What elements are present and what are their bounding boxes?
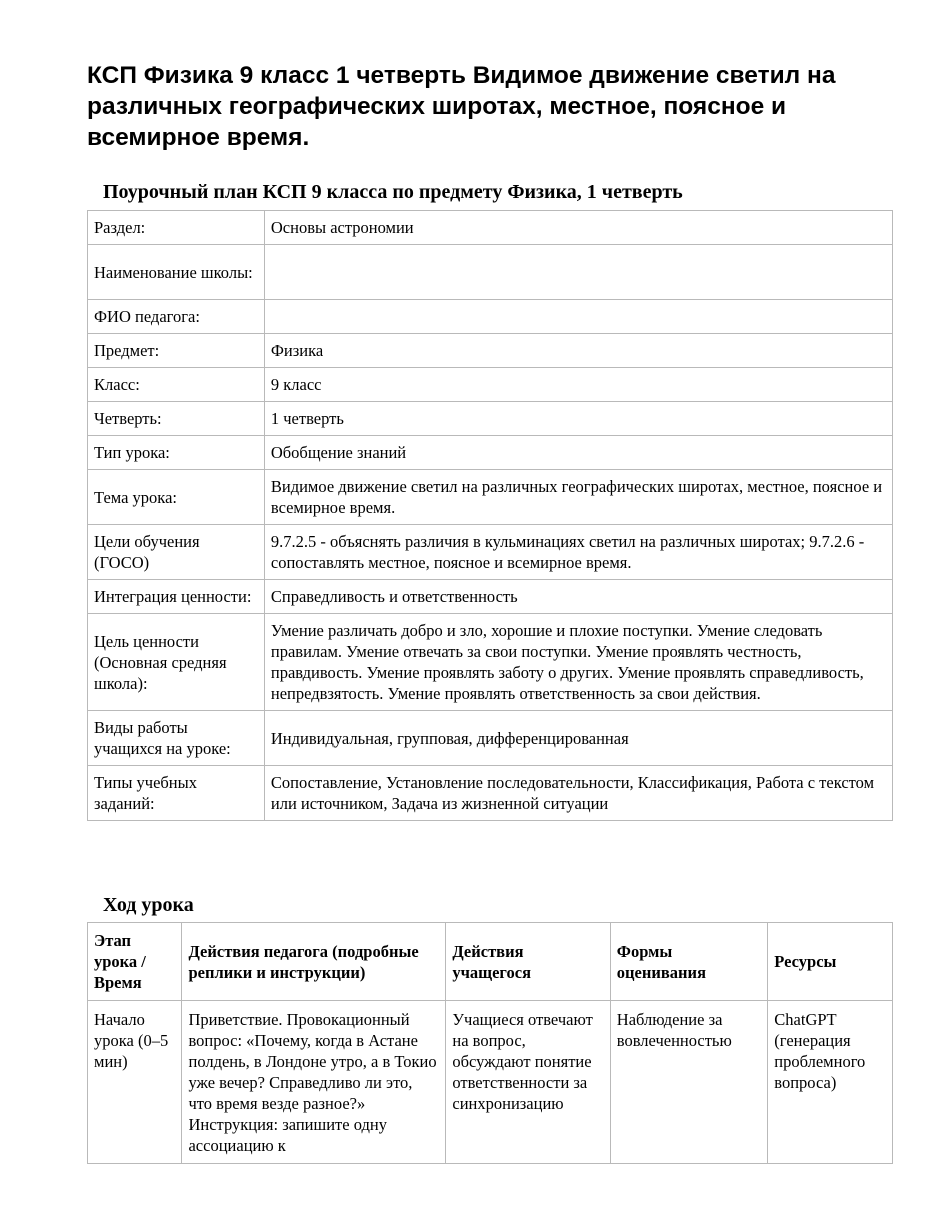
info-label-goals: Цели обучения (ГОСО) bbox=[88, 525, 265, 580]
table-header-row bbox=[88, 923, 893, 1001]
cell-student-actions-text: Учащиеся отвечают на вопрос, обсуждают понятие ответственности за синхронизацию bbox=[452, 1010, 593, 1113]
cell-assessment bbox=[610, 1001, 768, 1164]
info-label-quarter: Четверть: bbox=[88, 402, 265, 436]
info-value-topic: Видимое движение светил на различных географических широтах, местное, поясное и всемирное время. bbox=[264, 470, 892, 525]
info-value-subject: Физика bbox=[264, 334, 892, 368]
cell-assessment-text: Наблюдение за вовлеченностью bbox=[616, 1010, 732, 1050]
table-row bbox=[88, 614, 893, 711]
info-label-subject: Предмет: bbox=[88, 334, 265, 368]
info-label-lesson-type: Тип урока: bbox=[88, 436, 265, 470]
table-row bbox=[88, 711, 893, 766]
info-value-task-types: Сопоставление, Установление последовательности, Классификация, Работа с текстом или источником, Задача из жизненной ситуации bbox=[264, 766, 892, 821]
lesson-section-title: Ход урока bbox=[103, 894, 194, 916]
header-stage: Этап урока / Время bbox=[88, 923, 182, 1001]
header-teacher-actions: Действия педагога (подробные реплики и инструкции) bbox=[182, 923, 446, 1001]
plan-section-title: Поурочный план КСП 9 класса по предмету Физика, 1 четверть bbox=[103, 181, 683, 203]
info-value-values: Справедливость и ответственность bbox=[264, 580, 892, 614]
table-row bbox=[88, 766, 893, 821]
table-row bbox=[88, 1001, 893, 1164]
info-value-grade: 9 класс bbox=[264, 368, 892, 402]
cell-stage bbox=[88, 1001, 182, 1164]
cell-teacher-actions bbox=[182, 1001, 446, 1164]
cell-student-actions bbox=[446, 1001, 610, 1164]
info-label-teacher: ФИО педагога: bbox=[88, 300, 265, 334]
info-value-quarter: 1 четверть bbox=[264, 402, 892, 436]
info-label-section: Раздел: bbox=[88, 211, 265, 245]
table-row bbox=[88, 436, 893, 470]
info-value-work-types: Индивидуальная, групповая, дифференцированная bbox=[264, 711, 892, 766]
info-label-grade: Класс: bbox=[88, 368, 265, 402]
cell-resources-text: ChatGPT (генерация проблемного вопроса) bbox=[774, 1010, 866, 1092]
info-value-teacher bbox=[264, 300, 892, 334]
table-row bbox=[88, 245, 893, 300]
lesson-flow-table bbox=[87, 922, 893, 1164]
info-label-value-goal: Цель ценности (Основная средняя школа): bbox=[88, 614, 265, 711]
info-value-section: Основы астрономии bbox=[264, 211, 892, 245]
table-row bbox=[88, 580, 893, 614]
header-resources: Ресурсы bbox=[768, 923, 893, 1001]
table-row bbox=[88, 368, 893, 402]
document-title: КСП Физика 9 класс 1 четверть Видимое движение светил на различных географических широтах, местное, поясное и всемирное время. bbox=[87, 62, 836, 151]
info-label-work-types: Виды работы учащихся на уроке: bbox=[88, 711, 265, 766]
info-label-topic: Тема урока: bbox=[88, 470, 265, 525]
info-label-values: Интеграция ценности: bbox=[88, 580, 265, 614]
info-value-value-goal: Умение различать добро и зло, хорошие и плохие поступки. Умение следовать правилам. Умение отвечать за свои поступки. Умение проявлять честность, правдивость. Умение проявлять заботу о других. Умение проявлять справедливость, непредвзятость. Умение проявлять ответственность за свои действия. bbox=[264, 614, 892, 711]
table-row bbox=[88, 525, 893, 580]
table-row bbox=[88, 300, 893, 334]
table-row bbox=[88, 211, 893, 245]
cell-teacher-actions-text: Приветствие. Провокационный вопрос: «Почему, когда в Астане полдень, в Лондоне утро, а в Токио уже вечер? Справедливо ли это, что время везде разное?» Инструкция: запишите одну ассоциацию к bbox=[188, 1010, 437, 1155]
header-assessment: Формы оценивания bbox=[610, 923, 768, 1001]
info-value-school bbox=[264, 245, 892, 300]
info-label-school: Наименование школы: bbox=[88, 245, 265, 300]
info-value-goals: 9.7.2.5 - объяснять различия в кульминациях светил на различных широтах; 9.7.2.6 - сопоставлять местное, поясное и всемирное время. bbox=[264, 525, 892, 580]
header-student-actions: Действия учащегося bbox=[446, 923, 610, 1001]
info-label-task-types: Типы учебных заданий: bbox=[88, 766, 265, 821]
table-row bbox=[88, 470, 893, 525]
info-value-lesson-type: Обобщение знаний bbox=[264, 436, 892, 470]
table-row bbox=[88, 334, 893, 368]
table-row bbox=[88, 402, 893, 436]
lesson-info-table bbox=[87, 210, 893, 821]
cell-stage-text: Начало урока (0–5 мин) bbox=[94, 1010, 169, 1071]
cell-resources bbox=[768, 1001, 893, 1164]
